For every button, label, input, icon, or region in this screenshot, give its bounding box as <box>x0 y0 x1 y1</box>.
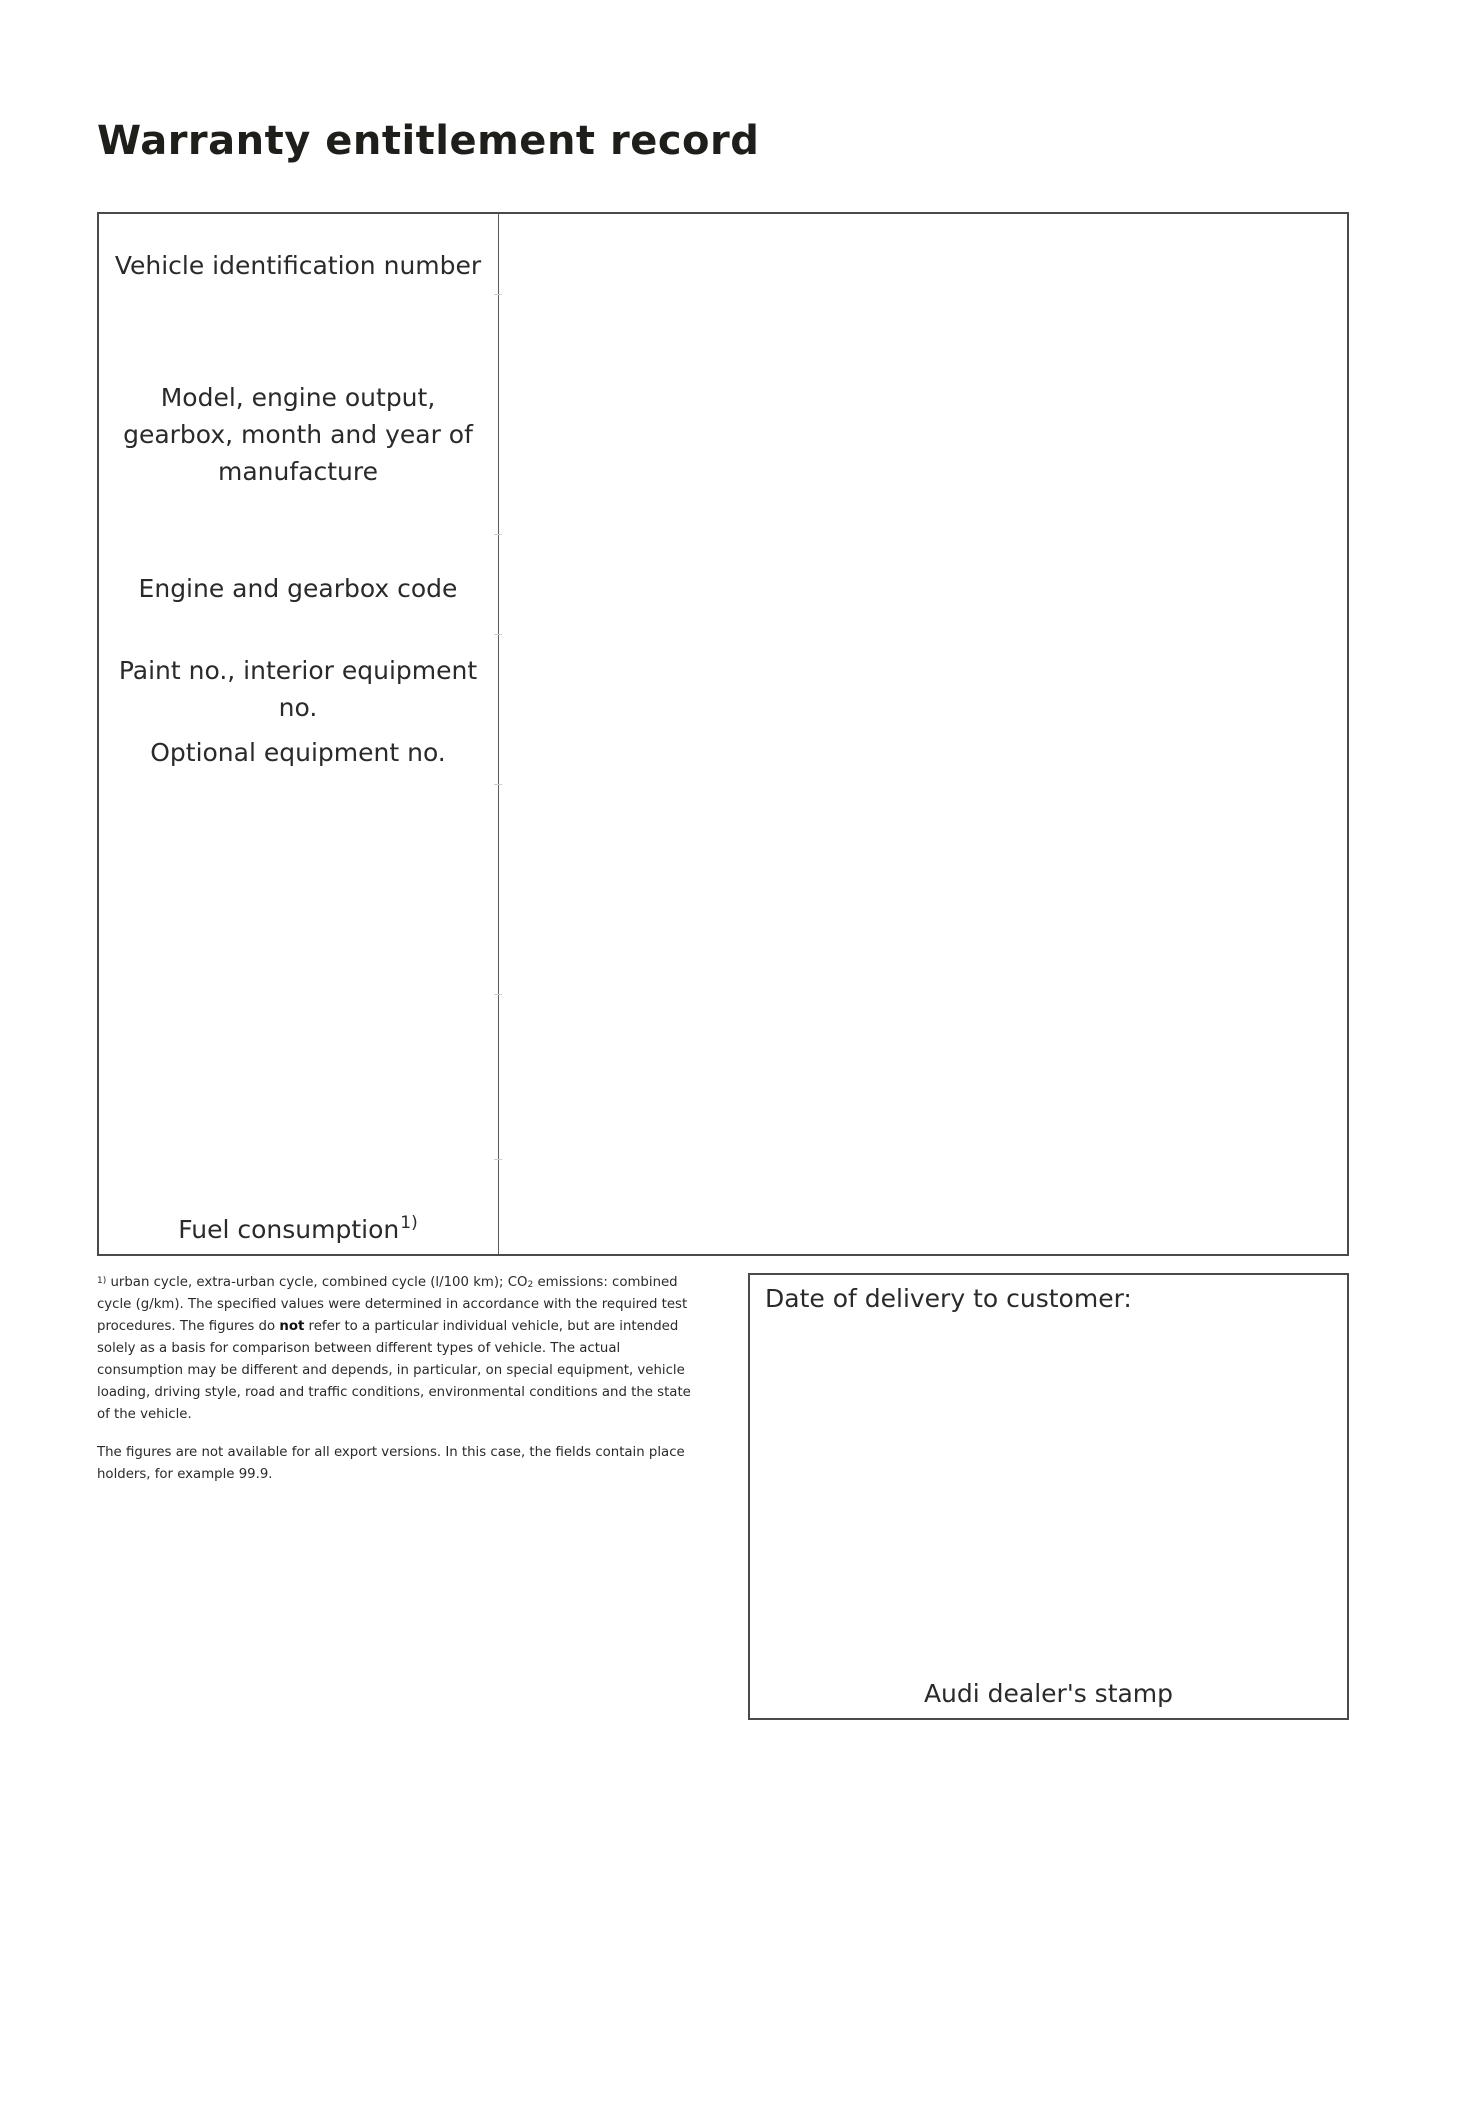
co2-subscript: 2 <box>527 1280 534 1290</box>
row-label-model: Model, engine output, gearbox, month and year of manufacture <box>123 383 473 486</box>
dealer-stamp-label: Audi dealer's stamp <box>923 1679 1174 1708</box>
delivery-date-label: Date of delivery to customer: <box>765 1284 1132 1313</box>
footnote-paragraph-1 <box>97 1272 702 1426</box>
footnote-paragraph-2: The figures are not available for all export versions. In this case, the fields contain place holders, for example 99.9. <box>97 1445 685 1482</box>
row-label-paint-no: Paint no., interior equipment no. <box>118 656 478 722</box>
label-column <box>99 214 499 1254</box>
footnote-text: emissions: combined cycle (g/km). The specified values were determined in accordance with the required test procedures. The figures do <box>97 1275 688 1334</box>
row-label-vin: Vehicle identification number <box>114 251 482 280</box>
page-title: Warranty entitlement record <box>97 118 760 164</box>
fuel-consumption-text: Fuel consumption <box>178 1215 400 1244</box>
value-column <box>499 214 1347 1254</box>
footnote <box>97 1272 702 1502</box>
footnote-marker: 1) <box>97 1276 107 1286</box>
footnote-text: refer to a particular individual vehicle, but are intended solely as a basis for comparison between different types of vehicle. The actual consumption may be different and depends, in particular, on special equipment, vehicle loading, driving style, road and traffic conditions, environmental conditions and the state of the vehicle. <box>97 1319 691 1422</box>
footnote-marker: 1) <box>400 1213 418 1233</box>
footnote-text: urban cycle, extra-urban cycle, combined cycle (l/100 km); CO <box>106 1275 528 1290</box>
row-label-fuel-consumption <box>99 1211 497 1248</box>
warranty-record-table <box>97 212 1349 1256</box>
row-label-engine-code: Engine and gearbox code <box>138 574 458 603</box>
delivery-stamp-box <box>748 1273 1349 1720</box>
footnote-emphasis: not <box>279 1319 305 1334</box>
row-label-optional-equipment: Optional equipment no. <box>150 738 446 767</box>
